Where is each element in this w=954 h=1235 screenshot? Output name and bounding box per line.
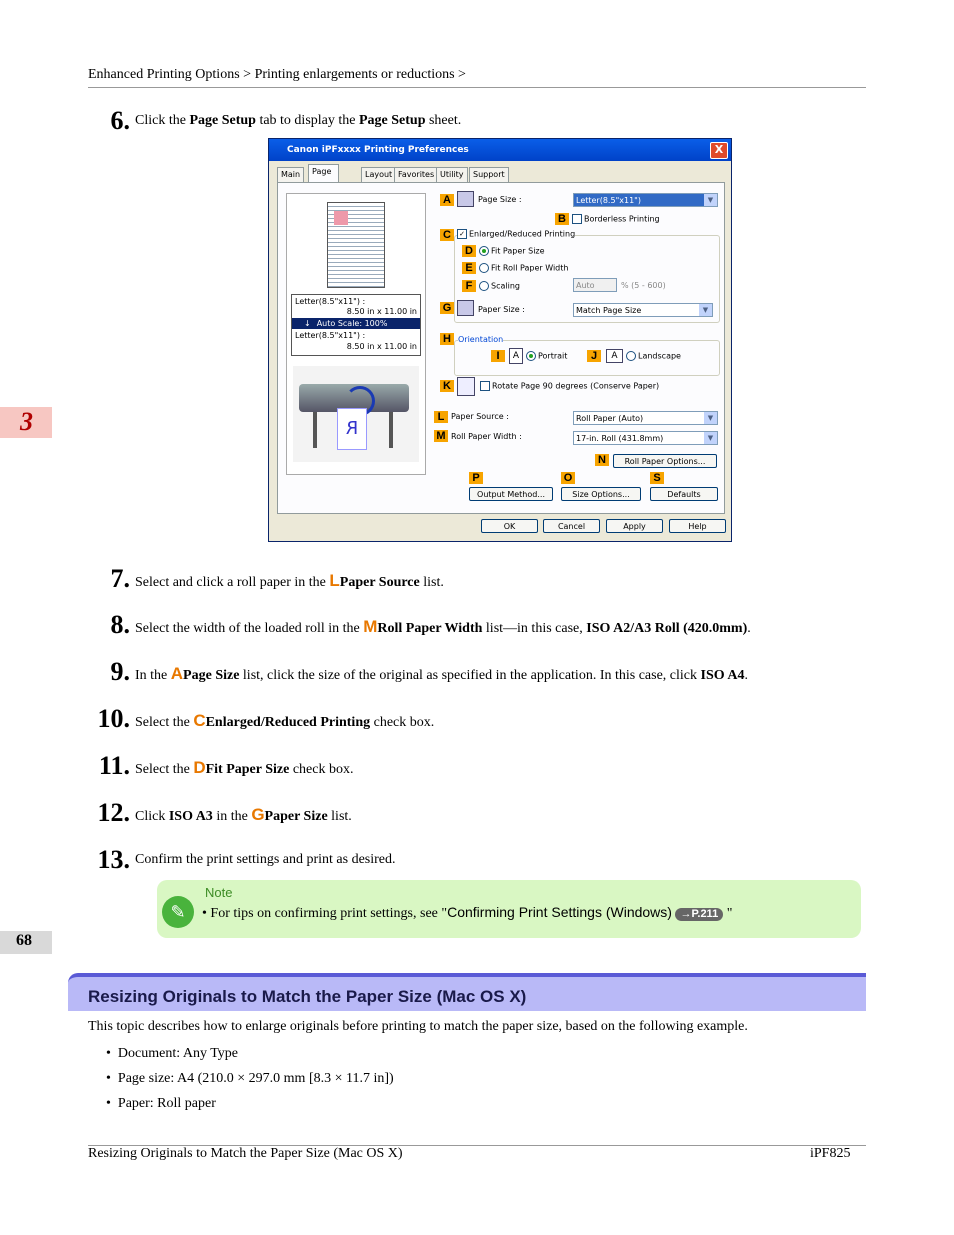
printer-leg-icon	[313, 412, 317, 448]
section-heading	[68, 973, 866, 1011]
size-info-box	[291, 294, 421, 356]
callout-l: L	[434, 411, 448, 423]
tab-support[interactable]: Support	[469, 167, 509, 183]
callout-letter: G	[251, 805, 265, 824]
page-preview	[327, 202, 385, 288]
page-reference-badge[interactable]: →P.211	[675, 908, 723, 921]
chevron-down-icon[interactable]: ▼	[704, 194, 717, 206]
auto-scale-label: Auto Scale: 100%	[316, 319, 388, 328]
source-size-label: Letter(8.5"x11") :	[295, 297, 366, 306]
page-size-dropdown[interactable]: Letter(8.5"x11") ▼	[573, 193, 718, 207]
callout-letter: L	[329, 571, 340, 590]
printer-illustration	[293, 366, 419, 462]
roll-width-label: Roll Paper Width :	[451, 432, 522, 441]
paper-size-icon	[457, 300, 474, 316]
callout-d: D	[462, 245, 476, 257]
step-number: 11.	[98, 751, 130, 780]
portrait-radio[interactable]: Portrait	[526, 351, 567, 361]
chapter-number: 3	[20, 407, 33, 436]
breadcrumb-separator: >	[243, 67, 252, 82]
fit-roll-width-radio[interactable]: Fit Roll Paper Width	[479, 263, 568, 273]
help-button[interactable]: Help	[669, 519, 726, 533]
step-number: 9.	[110, 657, 130, 686]
chevron-down-icon[interactable]: ▼	[704, 412, 717, 424]
callout-p: P	[469, 472, 483, 484]
tab-page-setup[interactable]: Page	[308, 164, 339, 182]
fit-paper-size-radio[interactable]: Fit Paper Size	[479, 246, 545, 256]
callout-s: S	[650, 472, 664, 484]
tab-main[interactable]: Main	[277, 167, 304, 183]
callout-letter: C	[193, 711, 206, 730]
close-icon[interactable]: X	[710, 142, 728, 159]
note-heading: Note	[205, 885, 233, 900]
portrait-icon: A	[509, 348, 523, 364]
orientation-label: Orientation	[458, 335, 504, 344]
callout-o: O	[561, 472, 575, 484]
preview-area	[286, 193, 426, 475]
callout-h: H	[440, 333, 454, 345]
output-size-value: 8.50 in x 11.00 in	[346, 342, 417, 351]
auto-scale-bar	[292, 318, 420, 329]
step-number: 10.	[97, 704, 130, 733]
rotate-page-checkbox[interactable]: Rotate Page 90 degrees (Conserve Paper)	[480, 381, 659, 391]
note-text: • For tips on confirming print settings, see "Confirming Print Settings (Windows) →P.211 "	[202, 904, 733, 921]
step-number: 8.	[110, 610, 130, 639]
page-size-label: Page Size :	[478, 195, 522, 204]
callout-letter: M	[363, 617, 378, 636]
paper-size-dropdown[interactable]: Match Page Size ▼	[573, 303, 713, 317]
landscape-icon: A	[606, 349, 623, 363]
page-preview-image	[334, 211, 348, 225]
callout-n: N	[595, 454, 609, 466]
ok-button[interactable]: OK	[481, 519, 538, 533]
paper-icon: R	[337, 408, 367, 450]
defaults-button[interactable]: Defaults	[650, 487, 718, 501]
arrow-down-icon: ↓	[304, 319, 311, 328]
step-number: 7.	[110, 564, 130, 593]
note-link[interactable]: Confirming Print Settings (Windows)	[447, 904, 672, 920]
section-title: Resizing Originals to Match the Paper Size (Mac OS X)	[88, 987, 527, 1006]
output-method-button[interactable]: Output Method...	[469, 487, 553, 501]
source-size-value: 8.50 in x 11.00 in	[346, 307, 417, 316]
roll-paper-options-button[interactable]: Roll Paper Options...	[613, 454, 717, 468]
callout-i: I	[491, 350, 505, 362]
list-item: • Paper: Roll paper	[106, 1096, 216, 1111]
list-item: • Page size: A4 (210.0 × 297.0 mm [8.3 × 11.7 in])	[106, 1071, 394, 1086]
dialog-title: Canon iPFxxxx Printing Preferences	[287, 145, 469, 155]
scaling-range: % (5 - 600)	[621, 281, 666, 290]
callout-a: A	[440, 194, 454, 206]
step-text: Select the CEnlarged/Reduced Printing check box.	[135, 711, 435, 730]
callout-letter: A	[170, 664, 184, 683]
output-size-label: Letter(8.5"x11") :	[295, 331, 366, 340]
footer-model: iPF825	[810, 1146, 851, 1161]
size-options-button[interactable]: Size Options...	[561, 487, 641, 501]
callout-g: G	[440, 302, 454, 314]
tab-layout[interactable]: Layout	[361, 167, 396, 183]
callout-b: B	[555, 213, 569, 225]
breadcrumb-item[interactable]: Printing enlargements or reductions	[254, 67, 455, 82]
step-text: Select the width of the loaded roll in the MRoll Paper Width list—in this case, ISO A2/A3 Roll (420.0mm).	[135, 617, 751, 636]
footer-title: Resizing Originals to Match the Paper Size (Mac OS X)	[88, 1146, 403, 1161]
step-text: Click ISO A3 in the GPaper Size list.	[135, 805, 352, 824]
breadcrumb-separator: >	[458, 67, 466, 82]
printer-leg-icon	[389, 412, 393, 448]
pencil-icon: ✎	[162, 896, 194, 928]
header-rule	[88, 87, 866, 88]
step-number: 13.	[97, 845, 130, 874]
chevron-down-icon[interactable]: ▼	[704, 432, 717, 444]
page-number-tab	[0, 931, 52, 954]
callout-c: C	[440, 229, 454, 241]
callout-k: K	[440, 380, 454, 392]
step-number: 6.	[110, 106, 130, 135]
paper-source-label: Paper Source :	[451, 412, 509, 421]
callout-j: J	[587, 350, 601, 362]
step-text: Confirm the print settings and print as desired.	[135, 852, 396, 867]
tab-favorites[interactable]: Favorites	[394, 167, 438, 183]
breadcrumb	[88, 67, 466, 83]
landscape-radio[interactable]: Landscape	[626, 351, 681, 361]
cancel-button[interactable]: Cancel	[543, 519, 600, 533]
callout-letter: D	[193, 758, 206, 777]
dialog-title-bar	[269, 139, 731, 161]
roll-width-dropdown[interactable]: 17-in. Roll (431.8mm) ▼	[573, 431, 718, 445]
chevron-down-icon[interactable]: ▼	[699, 304, 712, 316]
breadcrumb-item[interactable]: Enhanced Printing Options	[88, 67, 240, 82]
paper-source-dropdown[interactable]: Roll Paper (Auto) ▼	[573, 411, 718, 425]
step-text: Click the Page Setup tab to display the Page Setup sheet.	[135, 113, 462, 128]
chapter-tab	[0, 407, 52, 438]
page-size-icon	[457, 191, 474, 207]
step-number: 12.	[97, 798, 130, 827]
callout-m: M	[434, 430, 448, 442]
enlarged-checkbox[interactable]: ✓ Enlarged/Reduced Printing	[457, 229, 575, 239]
intro-paragraph: This topic describes how to enlarge originals before printing to match the paper size, based on the following example.	[88, 1019, 748, 1034]
scaling-input[interactable]: Auto	[573, 278, 617, 292]
page-setup-panel	[277, 182, 725, 514]
step-text: Select and click a roll paper in the LPaper Source list.	[135, 571, 444, 590]
note-box	[157, 880, 861, 938]
rotate-page-icon	[457, 377, 475, 396]
borderless-checkbox[interactable]: Borderless Printing	[572, 214, 660, 224]
step-text: In the APage Size list, click the size of the original as specified in the application. In this case, click ISO A4.	[135, 664, 748, 683]
paper-size-label: Paper Size :	[478, 305, 525, 314]
printing-preferences-dialog	[268, 138, 732, 542]
apply-button[interactable]: Apply	[606, 519, 663, 533]
scaling-radio[interactable]: Scaling	[479, 281, 520, 291]
step-text: Select the DFit Paper Size check box.	[135, 758, 354, 777]
list-item: • Document: Any Type	[106, 1046, 238, 1061]
tab-utility[interactable]: Utility	[436, 167, 468, 183]
callout-f: F	[462, 280, 476, 292]
callout-e: E	[462, 262, 476, 274]
page-number: 68	[16, 932, 32, 949]
